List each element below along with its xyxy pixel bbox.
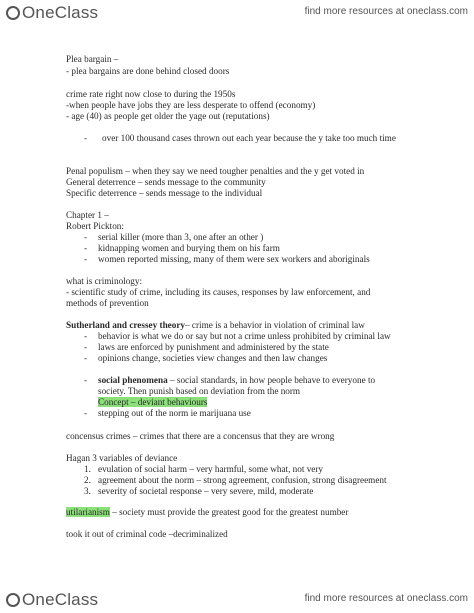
bullet-marker: - (84, 254, 88, 264)
note-line: agreement about the norm – strong agreement, confusion, strong disagreement (98, 475, 387, 485)
bullet-marker: - (84, 331, 88, 341)
note-line: laws are enforced by punishment and administered by the state (98, 342, 329, 352)
concept-highlight: Concept – deviant behaviours (98, 397, 208, 407)
bold-term: social phenomena (98, 375, 168, 385)
note-line: serial killer (more than 3, one after an other ) (98, 232, 264, 242)
note-line: Robert Pickton: (66, 221, 124, 231)
note-line: - plea bargains are done behind closed doors (66, 66, 230, 76)
bullet-marker: - (84, 342, 88, 352)
bullet-marker: - (84, 133, 88, 143)
note-line (66, 507, 348, 518)
note-line: Hagan 3 variables of deviance (66, 453, 178, 463)
note-line: evulation of social harm – very harmful, some what, not very (98, 464, 324, 474)
bullet-marker: - (84, 375, 88, 385)
note-line: General deterrence – sends message to the community (66, 177, 266, 187)
note-line: over 100 thousand cases thrown out each year because the y take too much time (102, 133, 396, 143)
term-definition: – social standards, in how people behave to everyone to (169, 375, 376, 385)
bullet-marker: - (84, 232, 88, 242)
note-line (98, 375, 375, 386)
note-line: -when people have jobs they are less desperate to offend (economy) (66, 100, 316, 110)
find-more-link[interactable]: find more resources at oneclass.com (304, 593, 468, 604)
note-line: - scientific study of crime, including its causes, responses by law enforcement, and (66, 287, 371, 297)
note-line: society. Then punish based on deviation from the norm (98, 386, 301, 396)
list-number: 3. (84, 486, 91, 496)
note-line: methods of prevention (66, 298, 149, 308)
bold-term: Sutherland and cressey theory (66, 320, 186, 330)
footer-bar (0, 587, 474, 613)
plea-title: Plea bargain – (66, 54, 119, 64)
oneclass-logo-icon (6, 593, 20, 607)
note-line: behavior is what we do or say but not a crime unless prohibited by criminal law (98, 331, 391, 341)
note-line: stepping out of the norm ie marijuana use (98, 408, 251, 418)
bullet-marker: - (84, 243, 88, 253)
note-line: opinions change, societies view changes and then law changes (98, 353, 328, 363)
logo-text: OneClass (22, 3, 99, 22)
list-number: 1. (84, 464, 91, 474)
note-line: crime rate right now close to during the 1950s (66, 89, 236, 99)
list-number: 2. (84, 475, 91, 485)
note-line: women reported missing, many of them were sex workers and aboriginals (98, 254, 370, 264)
note-line: kidnapping women and burying them on his farm (98, 243, 280, 253)
highlighted-concept (98, 397, 207, 408)
note-line: - age (40) as people get older the yage out (reputations) (66, 111, 270, 121)
note-line: concensus crimes – crimes that there are a concensus that they are wrong (66, 431, 335, 441)
note-line: what is criminology: (66, 276, 143, 286)
oneclass-logo[interactable] (6, 590, 98, 610)
note-line: Penal populism – when they say we need tougher penalties and the y get voted in (66, 166, 365, 176)
note-line: Specific deterrence – sends message to the individual (66, 188, 263, 198)
note-line: severity of societal response – very severe, mild, moderate (98, 486, 314, 496)
chapter-heading: Chapter 1 – (66, 210, 109, 220)
note-line: took it out of criminal code –decriminalized (66, 529, 228, 539)
bullet-marker: - (84, 353, 88, 363)
note-line (66, 320, 365, 331)
logo-text: OneClass (22, 590, 99, 609)
term-definition: – crime is a behavior in violation of criminal law (185, 320, 365, 330)
term-highlight: utilarianism (66, 507, 110, 517)
find-more-link[interactable]: find more resources at oneclass.com (304, 6, 468, 17)
bullet-marker: - (84, 408, 88, 418)
term-definition: – society must provide the greatest good for the greatest number (112, 507, 349, 517)
